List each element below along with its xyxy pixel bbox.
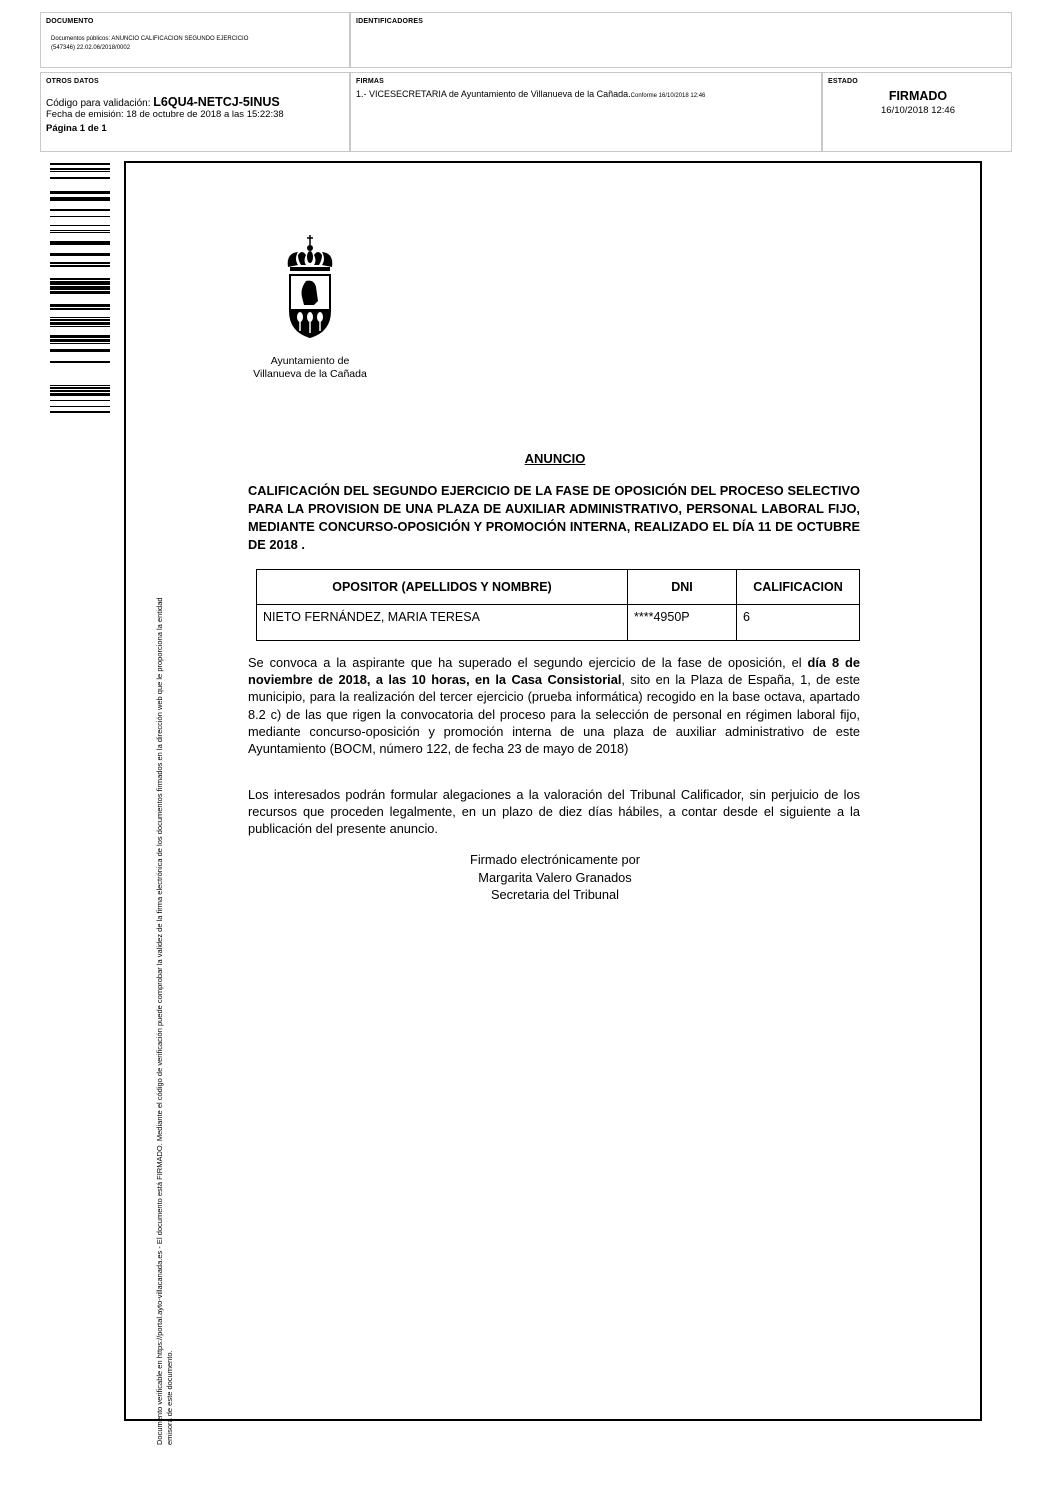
fecha-emision: Fecha de emisión: 18 de octubre de 2018 a las 15:22:38 <box>46 109 284 120</box>
documento-text: Documentos públicos: ANUNCIO CALIFICACION SEGUNDO EJERCICIO <box>51 36 249 42</box>
codigo-validacion <box>46 95 280 109</box>
firmas-cell <box>350 72 822 152</box>
identificadores-label: IDENTIFICADORES <box>356 18 424 25</box>
document-title: CALIFICACIÓN DEL SEGUNDO EJERCICIO DE LA FASE DE OPOSICIÓN DEL PROCESO SELECTIVO PARA LA PROVISION DE UNA PLAZA DE AUXILIAR ADMINISTRATIVO, PERSONAL LABORAL FIJO, MEDIANTE CONCURSO-OPOSICIÓN Y PROMOCIÓN INTERNA, REALIZADO EL DÍA 11 DE OCTUBRE DE 2018 . <box>248 483 860 552</box>
side-text-line-2: emisora de este documento. <box>165 1350 174 1445</box>
firma-1 <box>356 89 705 99</box>
cell-calificacion: 6 <box>737 605 860 641</box>
para1-start: Se convoca a la aspirante que ha superado el segundo ejercicio de la fase de oposición, el <box>248 655 808 670</box>
firma-1-text: 1.- VICESECRETARIA de Ayuntamiento de Villanueva de la Cañada. <box>356 89 631 99</box>
signature-name: Margarita Valero Granados <box>478 869 632 885</box>
estado-cell <box>822 72 1012 152</box>
paragraph-alegaciones: Los interesados podrán formular alegaciones a la valoración del Tribunal Calificador, sin perjuicio de los recursos que proceden legalmente, en un plazo de diez días hábiles, a contar desde el siguiente a la publicación del presente anuncio. <box>248 787 860 837</box>
signature-line-1: Firmado electrónicamente por <box>470 852 640 867</box>
otros-datos-label: OTROS DATOS <box>46 78 99 85</box>
col-dni: DNI <box>628 570 737 605</box>
para1-bold: día 8 de noviembre de 2018, a las 10 horas, en la Casa Consistorial <box>248 655 860 688</box>
para1-end: , sito en la Plaza de España, 1, de este municipio, para la realización del tercer ejercicio (prueba informática) recogido en la base octava, apartado 8.2 c) de las que rigen la convocatoria del proceso para la selección de personal en régimen laboral fijo, mediante concurso-oposición y promoción interna de una plaza de auxiliar administrativo de este Ayuntamiento (BOCM, número 122, de fecha 23 de mayo de 2018) <box>248 672 860 757</box>
table-header-row <box>257 570 860 605</box>
paragraph-convocatoria <box>248 654 860 757</box>
logo-line-1: Ayuntamiento de <box>270 355 350 367</box>
estado-value: FIRMADO <box>888 89 948 103</box>
logo-line-2: Villanueva de la Cañada <box>253 368 367 380</box>
cell-opositor: NIETO FERNÁNDEZ, MARIA TERESA <box>257 605 628 641</box>
documento-label: DOCUMENTO <box>46 18 94 25</box>
document-header <box>40 12 1012 152</box>
results-table <box>256 569 860 641</box>
col-calificacion: CALIFICACION <box>737 570 860 605</box>
side-text-line-1: Documento verificable en https://portal.ayto-villacanada.es - El documento está FIRMADO. Mediante el código de verificación puede comprobar la validez de la firma electrónica de los documentos firmados en la dirección web que le proporciona la entidad <box>155 597 164 1445</box>
firmas-label: FIRMAS <box>356 78 385 85</box>
table-row <box>257 605 860 641</box>
cell-dni: ****4950P <box>628 605 737 641</box>
signature-block <box>420 851 690 904</box>
firma-1-date: Conforme 16/10/2018 12:46 <box>630 93 706 99</box>
pagina: Página 1 de 1 <box>46 123 107 134</box>
identificadores-cell <box>350 12 1012 68</box>
barcode-icon <box>50 163 110 413</box>
col-opositor: OPOSITOR (APELLIDOS Y NOMBRE) <box>257 570 628 605</box>
coat-of-arms-icon <box>280 233 340 353</box>
codigo-label: Código para validación: <box>46 98 151 109</box>
documento-cell <box>40 12 350 68</box>
otros-datos-cell <box>40 72 350 152</box>
estado-fecha: 16/10/2018 12:46 <box>881 105 955 116</box>
logo-text <box>240 355 380 381</box>
anuncio-heading: ANUNCIO <box>524 451 586 466</box>
signature-role: Secretaria del Tribunal <box>490 887 620 902</box>
codigo-value: L6QU4-NETCJ-5INUS <box>153 95 280 109</box>
estado-label: ESTADO <box>828 78 858 85</box>
documento-ref: (547346) 22.02.06/2018/0002 <box>51 45 131 51</box>
